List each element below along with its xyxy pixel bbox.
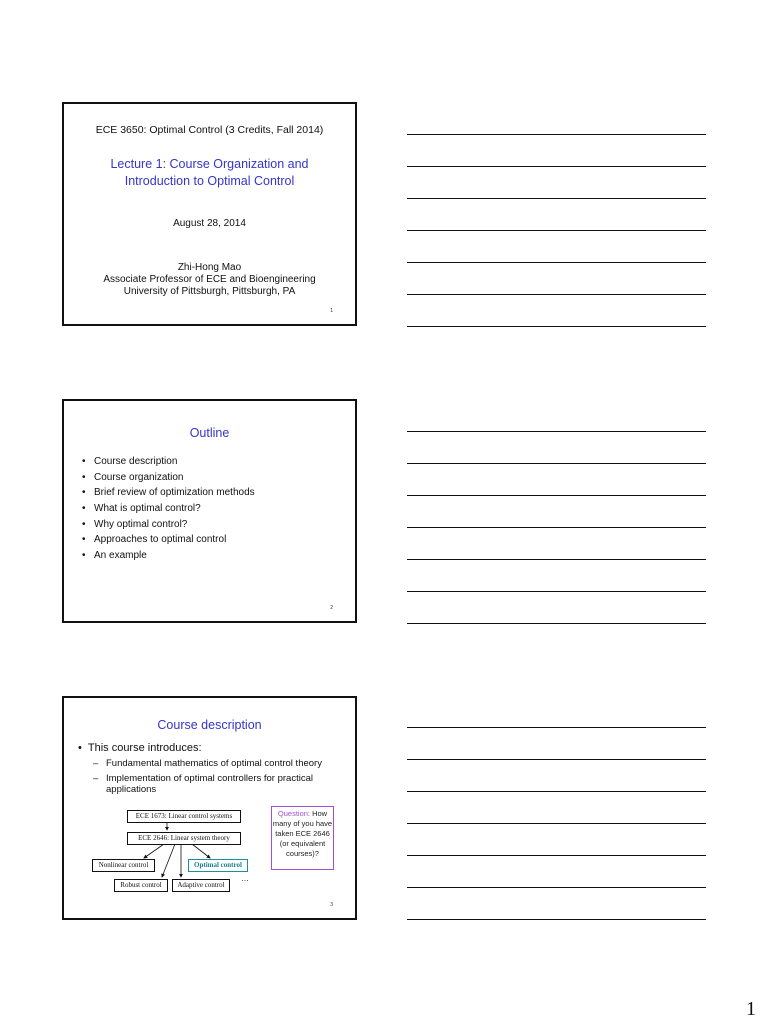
intro-bullet: • This course introduces:: [78, 742, 202, 754]
slide-number: 3: [330, 902, 333, 908]
list-item: • Why optimal control?: [82, 517, 255, 533]
sub-bullet: – Fundamental mathematics of optimal control theory: [93, 758, 343, 769]
note-line: [407, 823, 706, 824]
question-text: How many of you have taken ECE 2646 (or equivalent courses)?: [272, 809, 333, 858]
box-ece-1673: ECE 1673: Linear control systems: [127, 810, 241, 823]
note-line: [407, 759, 706, 760]
sub-bullet-text: Implementation of optimal controllers for practical applications: [106, 773, 313, 795]
sub-bullet-text: Fundamental mathematics of optimal control theory: [106, 758, 322, 769]
box-adaptive-control: Adaptive control: [172, 879, 230, 892]
note-line: [407, 230, 706, 231]
list-item: • Approaches to optimal control: [82, 532, 255, 548]
slide-number: 2: [330, 605, 333, 611]
slide-2: [62, 399, 357, 623]
lecture-date: August 28, 2014: [173, 218, 246, 229]
lecture-title-line-2: Introduction to Optimal Control: [124, 174, 295, 188]
note-line: [407, 166, 706, 167]
slide-title: Outline: [189, 426, 230, 440]
arrow-to-robust: [162, 844, 175, 877]
note-line: [407, 326, 706, 327]
outline-list: [82, 454, 255, 564]
note-line: [407, 527, 706, 528]
author-block: [64, 262, 355, 298]
note-line: [407, 463, 706, 464]
note-line: [407, 294, 706, 295]
note-line: [407, 727, 706, 728]
box-robust-control: Robust control: [114, 879, 168, 892]
note-line: [407, 431, 706, 432]
note-line: [407, 262, 706, 263]
list-item: • Brief review of optimization methods: [82, 485, 255, 501]
note-line: [407, 623, 706, 624]
slide-number: 1: [330, 308, 333, 314]
sub-bullet: – Implementation of optimal controllers for practical applications: [93, 773, 343, 795]
note-line: [407, 887, 706, 888]
lecture-title-line-1: Lecture 1: Course Organization and: [110, 157, 309, 171]
note-line: [407, 919, 706, 920]
note-line: [407, 198, 706, 199]
arrow-to-nonlinear: [144, 844, 164, 858]
note-line: [407, 495, 706, 496]
author-title: Associate Professor of ECE and Bioengineering: [103, 274, 316, 285]
slide-3: [62, 696, 357, 920]
box-optimal-control: Optimal control: [188, 859, 248, 872]
lecture-title: [64, 156, 355, 190]
note-line: [407, 791, 706, 792]
note-line: [407, 855, 706, 856]
question-callout: [271, 806, 334, 870]
page-number: 1: [746, 998, 756, 1020]
list-item: • Course organization: [82, 470, 255, 486]
list-item: • Course description: [82, 454, 255, 470]
slide-title: Course description: [157, 718, 262, 732]
box-ece-2646: ECE 2646: Linear system theory: [127, 832, 241, 845]
course-title: ECE 3650: Optimal Control (3 Credits, Fall 2014): [95, 124, 324, 136]
arrow-to-optimal: [192, 844, 210, 858]
list-item: • An example: [82, 548, 255, 564]
question-label: Question:: [277, 809, 310, 818]
note-line: [407, 559, 706, 560]
note-line: [407, 134, 706, 135]
author-affiliation: University of Pittsburgh, Pittsburgh, PA: [123, 286, 296, 297]
note-line: [407, 591, 706, 592]
list-item: • What is optimal control?: [82, 501, 255, 517]
author-name: Zhi-Hong Mao: [177, 262, 242, 273]
slide-1: [62, 102, 357, 326]
diagram-ellipsis: …: [241, 874, 249, 883]
box-nonlinear-control: Nonlinear control: [92, 859, 155, 872]
